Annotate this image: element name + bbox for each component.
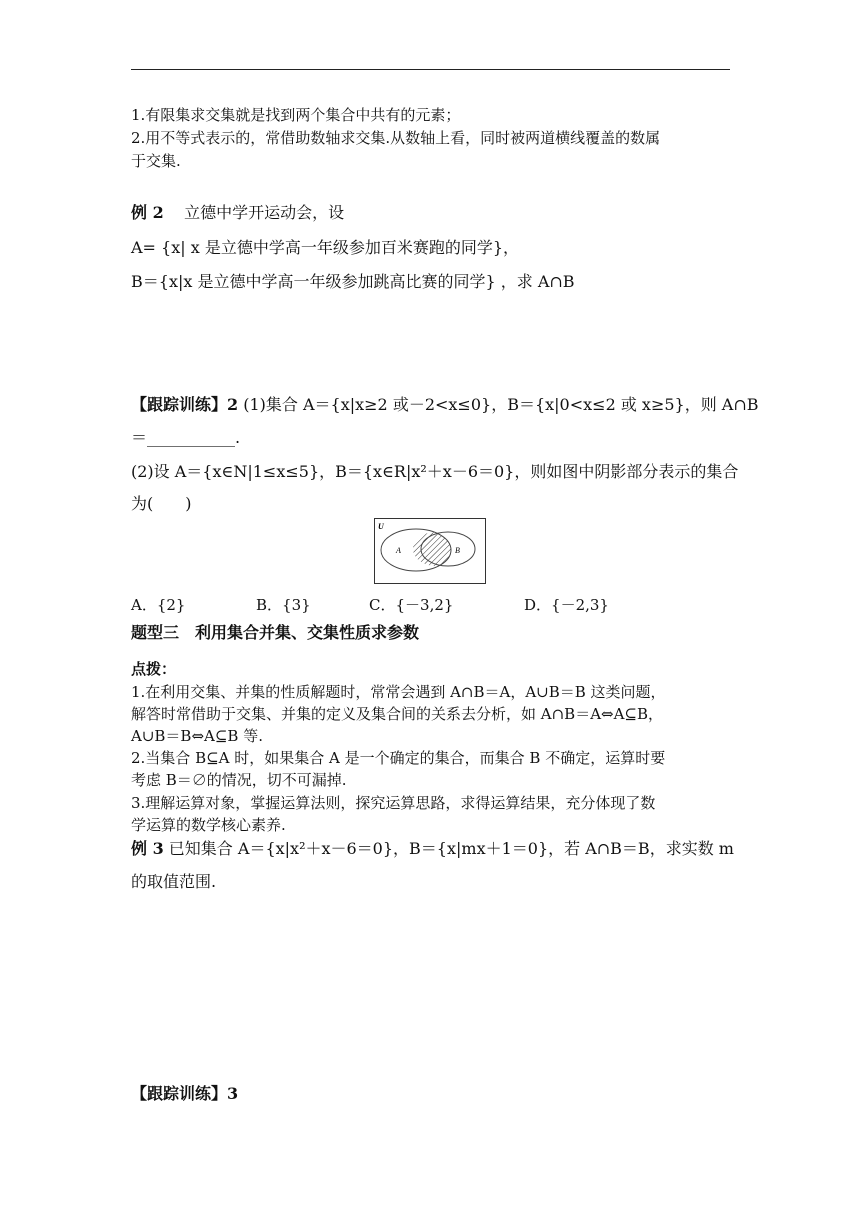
example-3-question-tail: 的取值范围. <box>131 872 217 891</box>
option-d: D．{－2,3} <box>524 596 609 614</box>
venn-label-u: U <box>378 522 384 531</box>
header-rule <box>131 69 730 70</box>
example-3-label: 例 3 <box>131 839 164 858</box>
venn-diagram <box>374 518 486 584</box>
tip-3-line-2: 学运算的数学核心素养. <box>131 816 286 834</box>
example-2-heading <box>131 203 344 223</box>
example-3-question <box>131 839 734 859</box>
tip-2-line-2: 考虑 B＝∅的情况，切不可漏掉. <box>131 771 347 789</box>
note-line-1: 1.有限集求交集就是找到两个集合中共有的元素； <box>131 106 461 124</box>
tips-label: 点拨： <box>131 660 177 678</box>
set-a-definition: A= {x| x 是立德中学高一年级参加百米赛跑的同学}， <box>131 238 520 257</box>
track-training-3-heading: 【跟踪训练】3 <box>131 1084 239 1103</box>
set-b-definition: B＝{x|x 是立德中学高一年级参加跳高比赛的同学} ，求 A∩B <box>131 272 575 291</box>
tip-1-line-2: 解答时常借助于交集、并集的定义及集合间的关系去分析，如 A∩B＝A⇔A⊆B， <box>131 705 664 723</box>
tip-1-line-3: A∪B＝B⇔A⊆B 等. <box>131 727 263 745</box>
option-a: A．{2} <box>131 596 186 614</box>
track-training-2-label: 【跟踪训练】2 <box>131 395 239 414</box>
example-3-text: 已知集合 A＝{x|x²＋x－6＝0}，B＝{x|mx＋1＝0}，若 A∩B＝B，求实数 m <box>163 839 734 858</box>
track-training-2-q1 <box>131 395 759 415</box>
note-line-3: 于交集. <box>131 152 181 170</box>
venn-label-b: B <box>455 546 460 555</box>
type-3-title: 题型三 利用集合并集、交集性质求参数 <box>131 623 420 642</box>
venn-label-a: A <box>396 546 401 555</box>
option-c: C．{－3,2} <box>369 596 454 614</box>
track-2-q1-blank: ＝___________. <box>131 428 241 447</box>
track-2-q1-text: (1)集合 A＝{x|x≥2 或－2<x≤0}，B＝{x|0<x≤2 或 x≥5}，则 A∩B <box>238 395 759 414</box>
option-b: B．{3} <box>256 596 311 614</box>
note-line-2: 2.用不等式表示的，常借助数轴求交集.从数轴上看，同时被两道横线覆盖的数属 <box>131 129 661 147</box>
tip-3-line-1: 3.理解运算对象，掌握运算法则，探究运算思路，求得运算结果，充分体现了数 <box>131 794 656 812</box>
track-2-q2-tail: 为( ) <box>131 494 192 513</box>
track-2-q2: (2)设 A＝{x∈N|1≤x≤5}，B＝{x∈R|x²＋x－6＝0}，则如图中阴影部分表示的集合 <box>131 462 739 481</box>
example-2-text: 立德中学开运动会，设 <box>184 203 345 222</box>
example-2-label: 例 2 <box>131 203 164 222</box>
tip-1-line-1: 1.在利用交集、并集的性质解题时，常常会遇到 A∩B＝A，A∪B＝B 这类问题， <box>131 683 666 701</box>
tip-2-line-1: 2.当集合 B⊆A 时，如果集合 A 是一个确定的集合，而集合 B 不确定，运算时要 <box>131 749 666 767</box>
